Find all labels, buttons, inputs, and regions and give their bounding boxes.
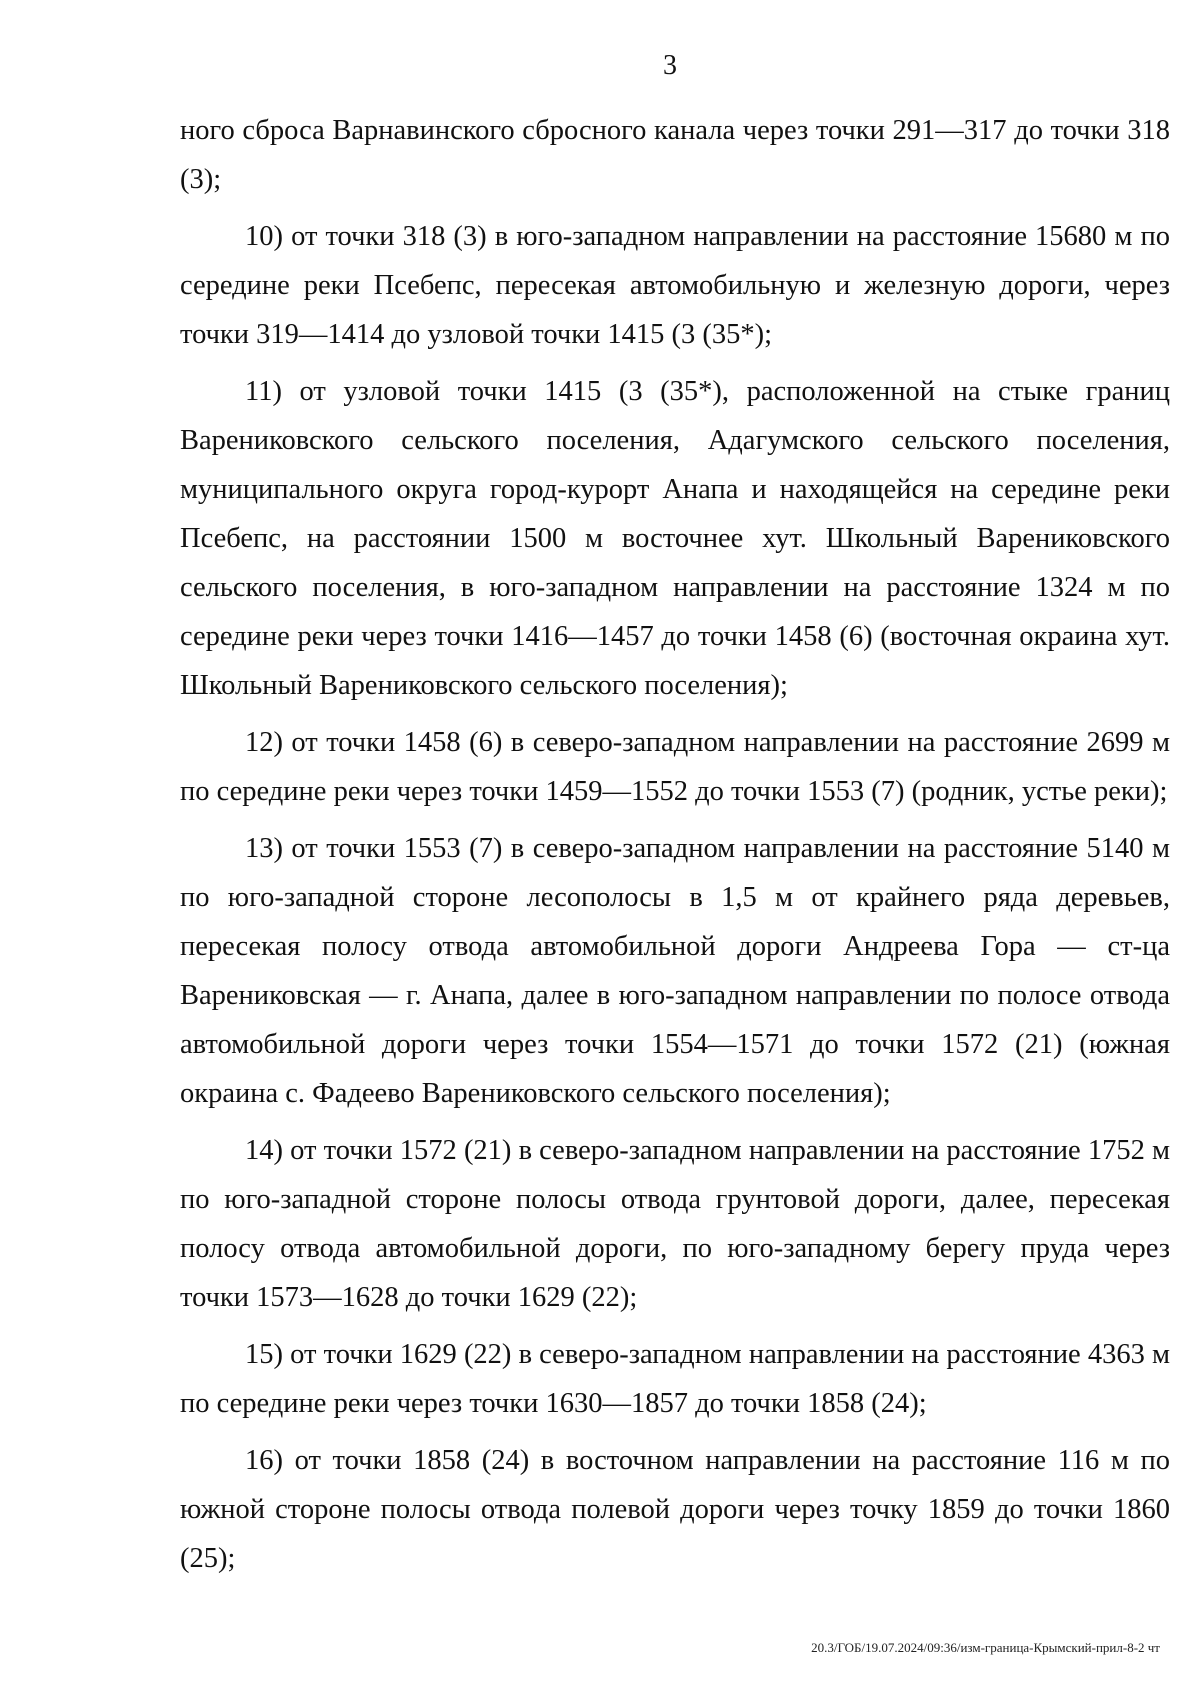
paragraph-item-11: 11) от узловой точки 1415 (3 (35*), расположенной на стыке границ Варениковского сельского поселения, Адагумского сельского поселения, муниципального округа город-курорт Анапа и находящейся на середине реки Псебепс, на расстоянии 1500 м восточнее хут. Школьный Варениковского сельского поселения, в юго-западном направлении на расстояние 1324 м по середине реки через точки 1416—1457 до точки 1458 (6) (восточная окраина хут. Школьный Варениковского сельского поселения); — [180, 376, 1170, 701]
paragraph-continuation: ного сброса Варнавинского сбросного канала через точки 291—317 до точки 318 (3); — [180, 115, 1170, 195]
paragraph-item-10: 10) от точки 318 (3) в юго-западном направлении на расстояние 15680 м по середине реки Псебепс, пересекая автомобильную и железную дороги, через точки 319—1414 до узловой точки 1415 (3 (35*); — [180, 221, 1170, 350]
page-number: 3 — [663, 50, 677, 81]
paragraph-item-12: 12) от точки 1458 (6) в северо-западном направлении на расстояние 2699 м по середине реки через точки 1459—1552 до точки 1553 (7) (родник, устье реки); — [180, 727, 1170, 807]
paragraph-item-14: 14) от точки 1572 (21) в северо-западном направлении на расстояние 1752 м по юго-западной стороне полосы отвода грунтовой дороги, далее, пересекая полосу отвода автомобильной дороги, по юго-западному берегу пруда через точки 1573—1628 до точки 1629 (22); — [180, 1135, 1170, 1313]
paragraph-item-13: 13) от точки 1553 (7) в северо-западном направлении на расстояние 5140 м по юго-западной стороне лесополосы в 1,5 м от крайнего ряда деревьев, пересекая полосу отвода автомобильной дороги Андреева Гора — ст-ца Варениковская — г. Анапа, далее в юго-западном направлении по полосе отвода автомобильной дороги через точки 1554—1571 до точки 1572 (21) (южная окраина с. Фадеево Варениковского сельского поселения); — [180, 833, 1170, 1109]
paragraph-item-15: 15) от точки 1629 (22) в северо-западном направлении на расстояние 4363 м по середине реки через точки 1630—1857 до точки 1858 (24); — [180, 1339, 1170, 1419]
paragraph-item-16: 16) от точки 1858 (24) в восточном направлении на расстояние 116 м по южной стороне полосы отвода полевой дороги через точку 1859 до точки 1860 (25); — [180, 1445, 1170, 1574]
document-footer-code: 20.3/ГОБ/19.07.2024/09:36/изм-граница-Крымский-прил-8-2 чт — [811, 1640, 1160, 1655]
document-body — [180, 106, 1170, 1591]
